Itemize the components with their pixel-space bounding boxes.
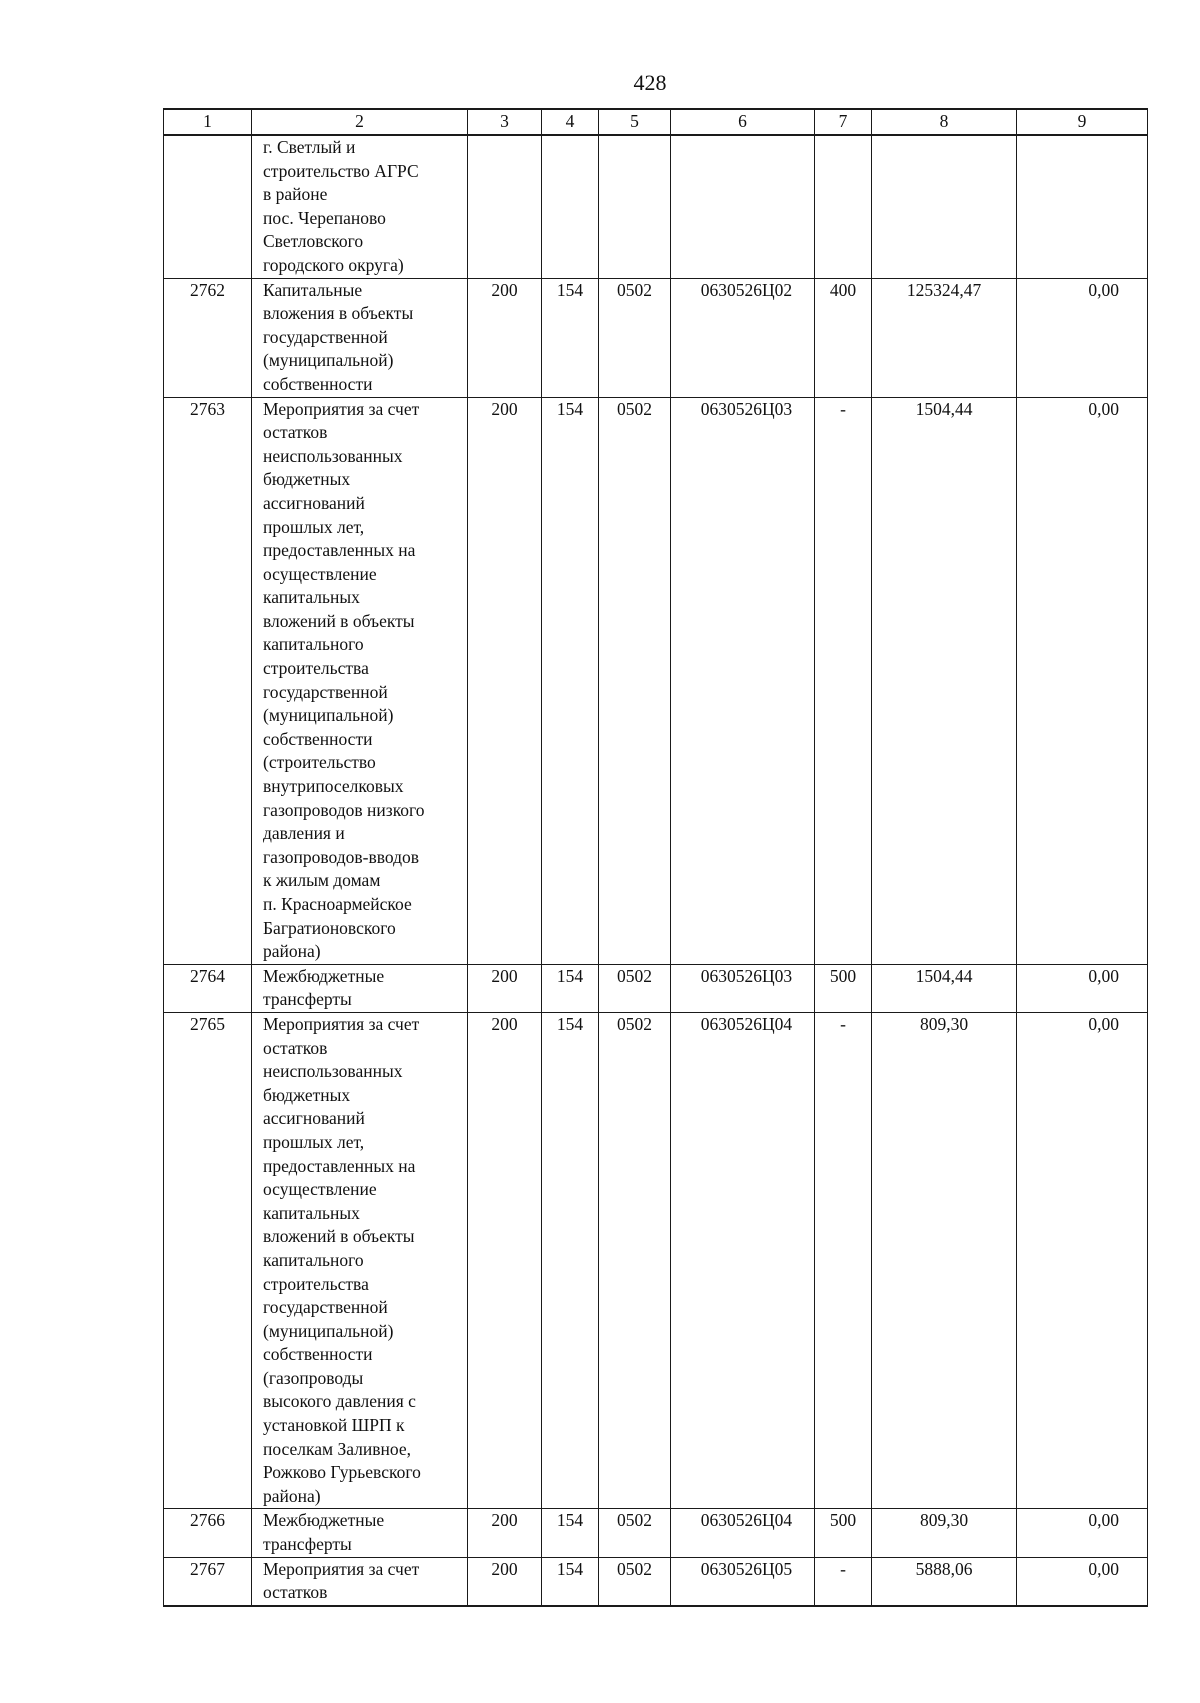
item-name-line: осуществление <box>263 563 377 584</box>
column-3-cell <box>468 135 542 278</box>
item-name-cell <box>252 1557 468 1606</box>
column-9-cell: 0,00 <box>1017 278 1148 397</box>
item-name-line: в районе <box>263 184 328 205</box>
item-name-line: предоставленных на <box>263 540 416 561</box>
item-name-line: капитального <box>263 1249 364 1270</box>
column-4-cell: 154 <box>542 1557 599 1606</box>
item-name-line: собственности <box>263 1344 373 1365</box>
item-name-line: остатков <box>263 1037 328 1058</box>
table-row <box>164 397 1148 964</box>
item-name-line: государственной <box>263 681 388 702</box>
item-name-line: п. Красноармейское <box>263 894 412 914</box>
row-number-cell: 2765 <box>164 1012 252 1508</box>
column-5-cell: 0502 <box>599 1509 671 1557</box>
column-9-cell: 0,00 <box>1017 397 1148 964</box>
column-4-cell: 154 <box>542 278 599 397</box>
item-name-line: Светловского <box>263 231 364 252</box>
row-number-cell: 2766 <box>164 1509 252 1557</box>
item-name-line: капитальных <box>263 1202 360 1223</box>
item-name-line: остатков <box>263 422 328 443</box>
item-name-line: неиспользованных <box>263 1061 403 1082</box>
item-name-line: предоставленных на <box>263 1155 416 1176</box>
column-header: 2 <box>252 109 468 135</box>
amount-cell: 5888,06 <box>872 1557 1017 1606</box>
row-number-cell: 2764 <box>164 964 252 1012</box>
column-3-cell: 200 <box>468 278 542 397</box>
item-name-line: (муниципальной) <box>263 350 394 371</box>
item-name-line: государственной <box>263 326 388 347</box>
column-7-cell: 500 <box>815 1509 872 1557</box>
amount-cell: 1504,44 <box>872 964 1017 1012</box>
column-5-cell: 0502 <box>599 964 671 1012</box>
column-header: 9 <box>1017 109 1148 135</box>
column-3-cell: 200 <box>468 1012 542 1508</box>
item-name-line: пос. Черепаново <box>263 207 386 228</box>
column-6-cell <box>671 135 815 278</box>
item-name-line: собственности <box>263 373 373 394</box>
amount-cell: 809,30 <box>872 1012 1017 1508</box>
column-header: 3 <box>468 109 542 135</box>
table-row <box>164 1012 1148 1508</box>
column-6-cell: 0630526Ц05 <box>671 1557 815 1606</box>
row-number-cell: 2763 <box>164 397 252 964</box>
item-name-line: вложений в объекты <box>263 610 415 631</box>
column-4-cell: 154 <box>542 1509 599 1557</box>
table-row <box>164 964 1148 1012</box>
item-name-line: осуществление <box>263 1179 377 1200</box>
item-name-line: трансферты <box>263 989 352 1010</box>
column-4-cell: 154 <box>542 397 599 964</box>
item-name-line: остатков <box>263 1582 328 1603</box>
column-5-cell: 0502 <box>599 397 671 964</box>
item-name-cell <box>252 964 468 1012</box>
item-name-line: (газопроводы <box>263 1367 364 1388</box>
column-header: 1 <box>164 109 252 135</box>
item-name-line: давления и <box>263 823 345 844</box>
item-name-line: района) <box>263 941 321 962</box>
item-name-line: к жилым домам <box>263 870 381 891</box>
item-name-line: Мероприятия за счет <box>263 398 420 419</box>
item-name-cell <box>252 397 468 964</box>
item-name-line: прошлых лет, <box>263 516 365 537</box>
column-6-cell: 0630526Ц03 <box>671 397 815 964</box>
item-name-line: ассигнований <box>263 492 365 513</box>
column-7-cell: - <box>815 1012 872 1508</box>
amount-cell: 809,30 <box>872 1509 1017 1557</box>
column-header: 6 <box>671 109 815 135</box>
column-3-cell: 200 <box>468 1557 542 1606</box>
column-number-header-row <box>164 109 1148 135</box>
item-name-line: Рожково Гурьевского <box>263 1462 421 1483</box>
column-6-cell: 0630526Ц03 <box>671 964 815 1012</box>
item-name-cell <box>252 278 468 397</box>
item-name-cell <box>252 1509 468 1557</box>
item-name-line: Межбюджетные <box>263 965 385 986</box>
column-7-cell: - <box>815 397 872 964</box>
item-name-line: вложения в объекты <box>263 303 414 324</box>
item-name-line: городского округа) <box>263 254 404 275</box>
item-name-line: Межбюджетные <box>263 1510 385 1531</box>
table-row <box>164 135 1148 278</box>
column-3-cell: 200 <box>468 964 542 1012</box>
item-name-line: высокого давления с <box>263 1391 416 1412</box>
item-name-line: Багратионовского <box>263 917 396 938</box>
item-name-line: (строительство <box>263 752 376 773</box>
item-name-cell <box>252 135 468 278</box>
column-5-cell: 0502 <box>599 1557 671 1606</box>
item-name-line: г. Светлый и <box>263 137 356 157</box>
column-9-cell <box>1017 135 1148 278</box>
item-name-line: Мероприятия за счет <box>263 1013 420 1034</box>
column-7-cell: 500 <box>815 964 872 1012</box>
column-6-cell: 0630526Ц04 <box>671 1012 815 1508</box>
item-name-line: строительства <box>263 1273 369 1294</box>
table-body <box>164 135 1148 1606</box>
column-6-cell: 0630526Ц02 <box>671 278 815 397</box>
item-name-line: поселкам Заливное, <box>263 1438 412 1459</box>
column-7-cell: - <box>815 1557 872 1606</box>
item-name-line: собственности <box>263 728 373 749</box>
item-name-cell <box>252 1012 468 1508</box>
item-name-line: бюджетных <box>263 469 351 490</box>
item-name-line: капитальных <box>263 587 360 608</box>
column-header: 7 <box>815 109 872 135</box>
column-9-cell: 0,00 <box>1017 1557 1148 1606</box>
item-name-line: Капитальные <box>263 279 363 300</box>
column-5-cell: 0502 <box>599 278 671 397</box>
table-row <box>164 1509 1148 1557</box>
item-name-line: внутрипоселковых <box>263 776 404 797</box>
column-5-cell <box>599 135 671 278</box>
item-name-line: газопроводов низкого <box>263 799 425 820</box>
column-3-cell: 200 <box>468 1509 542 1557</box>
budget-table <box>163 108 1148 1607</box>
item-name-line: бюджетных <box>263 1084 351 1105</box>
column-5-cell: 0502 <box>599 1012 671 1508</box>
amount-cell: 1504,44 <box>872 397 1017 964</box>
item-name-line: прошлых лет, <box>263 1131 365 1152</box>
row-number-cell: 2762 <box>164 278 252 397</box>
column-header: 5 <box>599 109 671 135</box>
column-3-cell: 200 <box>468 397 542 964</box>
page-number: 428 <box>633 70 667 95</box>
column-header: 4 <box>542 109 599 135</box>
item-name-line: (муниципальной) <box>263 1320 394 1341</box>
item-name-line: газопроводов-вводов <box>263 846 420 867</box>
amount-cell: 125324,47 <box>872 278 1017 397</box>
column-4-cell <box>542 135 599 278</box>
column-7-cell <box>815 135 872 278</box>
item-name-line: неиспользованных <box>263 445 403 466</box>
item-name-line: района) <box>263 1485 321 1506</box>
item-name-line: трансферты <box>263 1534 352 1555</box>
column-9-cell: 0,00 <box>1017 964 1148 1012</box>
item-name-line: строительство АГРС <box>263 160 419 181</box>
item-name-line: вложений в объекты <box>263 1226 415 1247</box>
column-7-cell: 400 <box>815 278 872 397</box>
column-4-cell: 154 <box>542 964 599 1012</box>
row-number-cell <box>164 135 252 278</box>
item-name-line: капитального <box>263 634 364 655</box>
item-name-line: (муниципальной) <box>263 705 394 726</box>
column-6-cell: 0630526Ц04 <box>671 1509 815 1557</box>
amount-cell <box>872 135 1017 278</box>
item-name-line: установкой ШРП к <box>263 1415 405 1436</box>
column-9-cell: 0,00 <box>1017 1509 1148 1557</box>
table-row <box>164 278 1148 397</box>
column-9-cell: 0,00 <box>1017 1012 1148 1508</box>
row-number-cell: 2767 <box>164 1557 252 1606</box>
item-name-line: Мероприятия за счет <box>263 1558 420 1579</box>
column-header: 8 <box>872 109 1017 135</box>
item-name-line: ассигнований <box>263 1108 365 1129</box>
item-name-line: строительства <box>263 658 369 679</box>
table-row <box>164 1557 1148 1606</box>
column-4-cell: 154 <box>542 1012 599 1508</box>
item-name-line: государственной <box>263 1297 388 1318</box>
